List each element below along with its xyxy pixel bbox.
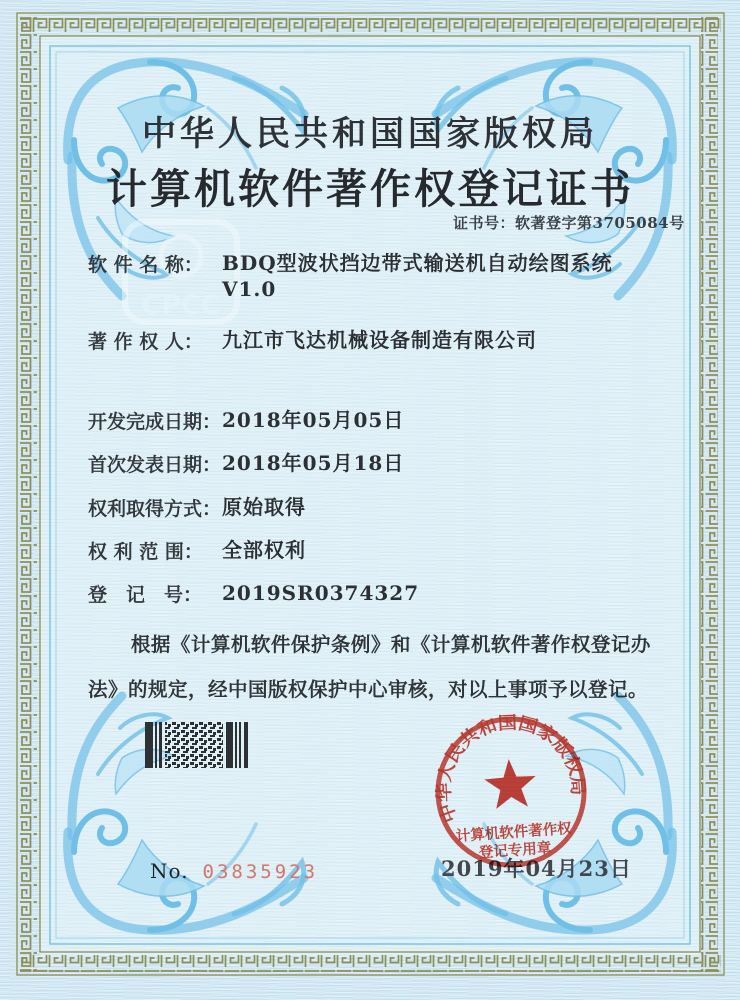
field-label: 开发完成日期： [88,411,222,433]
seal-line2: 登记专用章 [478,839,552,862]
registration-statement: 根据《计算机软件保护条例》和《计算机软件著作权登记办法》的规定，经中国版权保护中心审核，对以上事项予以登记。 [88,633,651,701]
field-registration-number [88,580,419,607]
certificate-number-line [453,212,685,233]
seal-arc-text: 中华人民共和国国家版权局 [434,713,588,825]
issuing-authority-title: 中华人民共和国国家版权局 [142,114,598,154]
field-software-name [88,250,613,302]
seal-star-icon [483,757,538,809]
dev-complete-date-value: 2018年05月05日 [222,408,405,432]
seal-line1: 计算机软件著作权 [455,819,573,845]
acquire-method-value: 原始取得 [222,495,306,519]
certificate-number-value: 软著登字第3705084号 [515,214,685,232]
field-label: 首次发表日期： [88,454,222,476]
first-publish-date-value: 2018年05月18日 [222,451,405,475]
rights-scope-value: 全部权利 [222,538,306,562]
field-label: 软 件 名 称： [88,254,203,276]
field-first-publish-date [88,450,404,477]
certificate-number-label: 证书号： [453,214,516,232]
field-label: 权 利 范 围： [88,541,203,563]
software-name-value: BDQ型波状挡边带式输送机自动绘图系统 [222,251,613,275]
registration-number-value: 2019SR0374327 [222,581,420,605]
field-label: 著 作 权 人： [88,331,203,353]
copyright-owner-value: 九江市飞达机械设备制造有限公司 [222,328,537,352]
serial-no-value: 03835923 [202,861,319,883]
field-copyright-owner [88,327,537,354]
issue-date: 2019年04月23日 [441,856,632,881]
field-label: 权利取得方式： [88,498,222,520]
field-rights-scope [88,537,306,564]
software-version-value: V1.0 [222,277,277,301]
serial-number-line [150,859,318,883]
official-seal [419,700,603,884]
field-acquire-method [88,494,306,521]
serial-no-label: No. [150,859,189,883]
field-label: 登 记 号： [88,584,203,606]
barcode [145,722,251,768]
field-dev-complete-date [88,407,404,434]
certificate-title: 计算机软件著作权登记证书 [106,165,634,213]
watermark-text: CPCC [141,290,221,321]
